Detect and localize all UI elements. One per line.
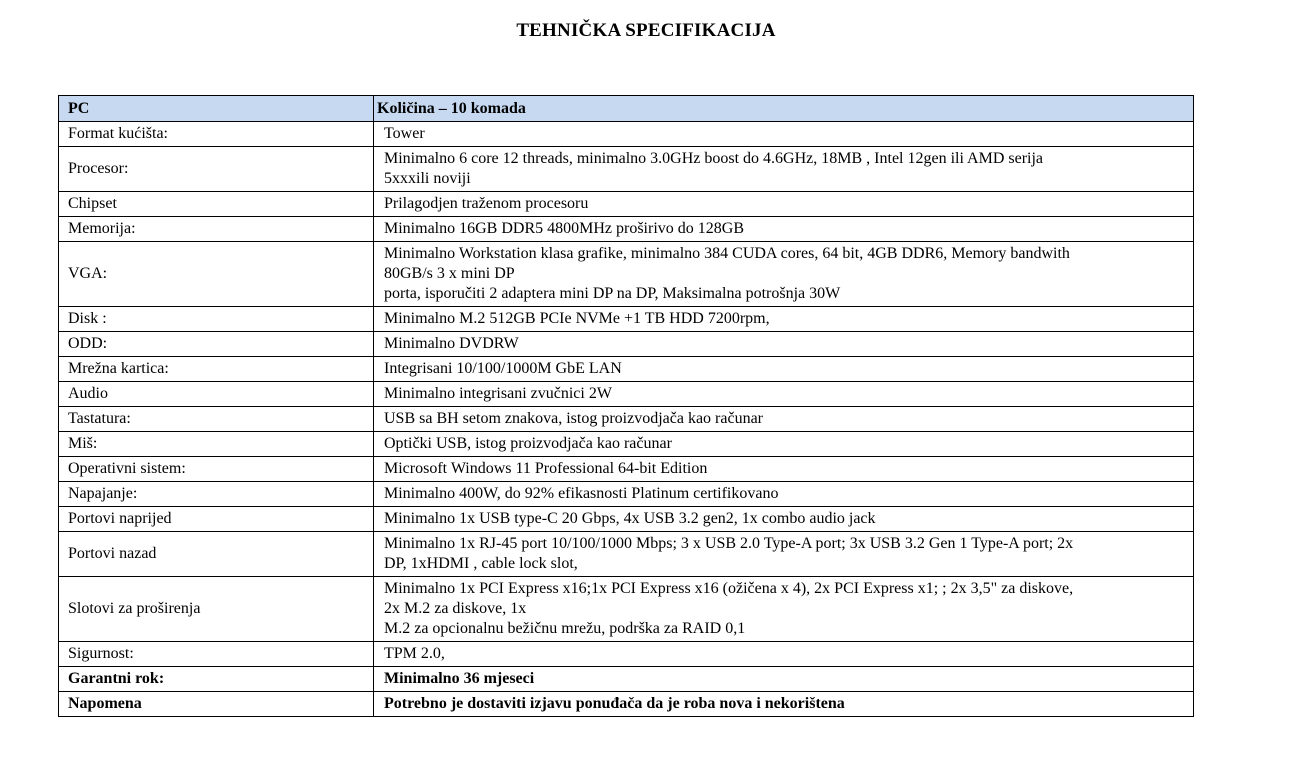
table-row [59, 532, 1194, 577]
spec-value-line: 5xxxili noviji [384, 170, 471, 187]
spec-value-line: USB sa BH setom znakova, istog proizvodjača kao računar [384, 410, 764, 427]
spec-value-line: Minimalno Workstation klasa grafike, minimalno 384 CUDA cores, 64 bit, 4GB DDR6, Memory bandwith [384, 245, 1070, 262]
specification-table-body [59, 96, 1194, 717]
spec-label-cell: Garantni rok: [59, 667, 374, 692]
spec-value-line: porta, isporučiti 2 adaptera mini DP na DP, Maksimalna potrošnja 30W [384, 285, 841, 302]
spec-value-line: M.2 za opcionalnu bežičnu mrežu, podrška za RAID 0,1 [384, 620, 746, 637]
spec-label-cell: Memorija: [59, 217, 374, 242]
spec-value-line: Minimalno 1x USB type-C 20 Gbps, 4x USB 3.2 gen2, 1x combo audio jack [384, 510, 876, 527]
table-row [59, 577, 1194, 642]
spec-label-cell: Tastatura: [59, 407, 374, 432]
table-row [59, 482, 1194, 507]
spec-label-cell: Miš: [59, 432, 374, 457]
spec-value-cell [374, 242, 1194, 307]
spec-value-line: Minimalno 1x PCI Express x16;1x PCI Express x16 (ožičena x 4), 2x PCI Express x1; ; 2x 3,5" za diskove, [384, 580, 1074, 597]
table-row [59, 147, 1194, 192]
spec-value-cell [374, 307, 1194, 332]
table-row [59, 507, 1194, 532]
header-label-cell: PC [59, 96, 374, 122]
table-row [59, 642, 1194, 667]
spec-value-line: Tower [384, 125, 425, 142]
spec-value-cell [374, 482, 1194, 507]
spec-value-line: Minimalno 400W, do 92% efikasnosti Platinum certifikovano [384, 485, 779, 502]
table-row [59, 217, 1194, 242]
table-row [59, 242, 1194, 307]
spec-label-cell: Operativni sistem: [59, 457, 374, 482]
spec-value-line: Prilagodjen traženom procesoru [384, 195, 589, 212]
table-row [59, 692, 1194, 717]
page-title: TEHNIČKA SPECIFIKACIJA [516, 20, 776, 41]
spec-value-cell [374, 532, 1194, 577]
spec-label-cell: Format kućišta: [59, 122, 374, 147]
spec-value-line: Minimalno 1x RJ-45 port 10/100/1000 Mbps; 3 x USB 2.0 Type-A port; 3x USB 3.2 Gen 1 Type-A port; 2x [384, 535, 1074, 552]
spec-value-line: Minimalno 6 core 12 threads, minimalno 3.0GHz boost do 4.6GHz, 18MB , Intel 12gen ili AMD serija [384, 150, 1044, 167]
spec-label-cell: Portovi nazad [59, 532, 374, 577]
spec-value-cell [374, 407, 1194, 432]
spec-value-line: Minimalno integrisani zvučnici 2W [384, 385, 612, 402]
spec-value-cell [374, 192, 1194, 217]
spec-value-line: Optički USB, istog proizvodjača kao računar [384, 435, 672, 452]
spec-value-cell [374, 692, 1194, 717]
table-row [59, 122, 1194, 147]
table-row [59, 457, 1194, 482]
spec-value-cell [374, 457, 1194, 482]
spec-label-cell: Napomena [59, 692, 374, 717]
spec-label-cell: Procesor: [59, 147, 374, 192]
spec-value-cell [374, 122, 1194, 147]
spec-value-cell [374, 357, 1194, 382]
spec-value-line: Minimalno M.2 512GB PCIe NVMe +1 TB HDD 7200rpm, [384, 310, 770, 327]
spec-label-cell: Slotovi za proširenja [59, 577, 374, 642]
table-row [59, 357, 1194, 382]
spec-value-line: Potrebno je dostaviti izjavu ponuđača da je roba nova i nekorištena [384, 695, 845, 712]
spec-value-cell [374, 432, 1194, 457]
spec-value-line: Minimalno 36 mjeseci [384, 670, 535, 687]
spec-value-cell [374, 642, 1194, 667]
spec-value-line: 80GB/s 3 x mini DP [384, 265, 515, 282]
spec-value-line: TPM 2.0, [384, 645, 445, 662]
specification-table [58, 95, 1194, 717]
spec-label-cell: ODD: [59, 332, 374, 357]
spec-label-cell: Napajanje: [59, 482, 374, 507]
table-row [59, 407, 1194, 432]
spec-value-line: Minimalno 16GB DDR5 4800MHz proširivo do 128GB [384, 220, 744, 237]
spec-value-line: Integrisani 10/100/1000M GbE LAN [384, 360, 622, 377]
spec-value-line: Minimalno DVDRW [384, 335, 519, 352]
table-row [59, 667, 1194, 692]
spec-value-cell [374, 667, 1194, 692]
table-row [59, 332, 1194, 357]
spec-value-line: DP, 1xHDMI , cable lock slot, [384, 555, 578, 572]
spec-value-cell [374, 332, 1194, 357]
spec-label-cell: Chipset [59, 192, 374, 217]
spec-value-line: Microsoft Windows 11 Professional 64-bit Edition [384, 460, 708, 477]
header-value-cell: Količina – 10 komada [374, 96, 1194, 122]
spec-value-cell [374, 147, 1194, 192]
spec-label-cell: Portovi naprijed [59, 507, 374, 532]
spec-value-cell [374, 507, 1194, 532]
table-row [59, 307, 1194, 332]
spec-value-cell [374, 217, 1194, 242]
spec-value-cell [374, 577, 1194, 642]
spec-label-cell: Audio [59, 382, 374, 407]
spec-value-cell [374, 382, 1194, 407]
table-header-row [59, 96, 1194, 122]
spec-label-cell: Sigurnost: [59, 642, 374, 667]
spec-label-cell: VGA: [59, 242, 374, 307]
spec-value-line: 2x M.2 za diskove, 1x [384, 600, 527, 617]
table-row [59, 432, 1194, 457]
spec-label-cell: Mrežna kartica: [59, 357, 374, 382]
table-row [59, 192, 1194, 217]
table-row [59, 382, 1194, 407]
spec-label-cell: Disk : [59, 307, 374, 332]
